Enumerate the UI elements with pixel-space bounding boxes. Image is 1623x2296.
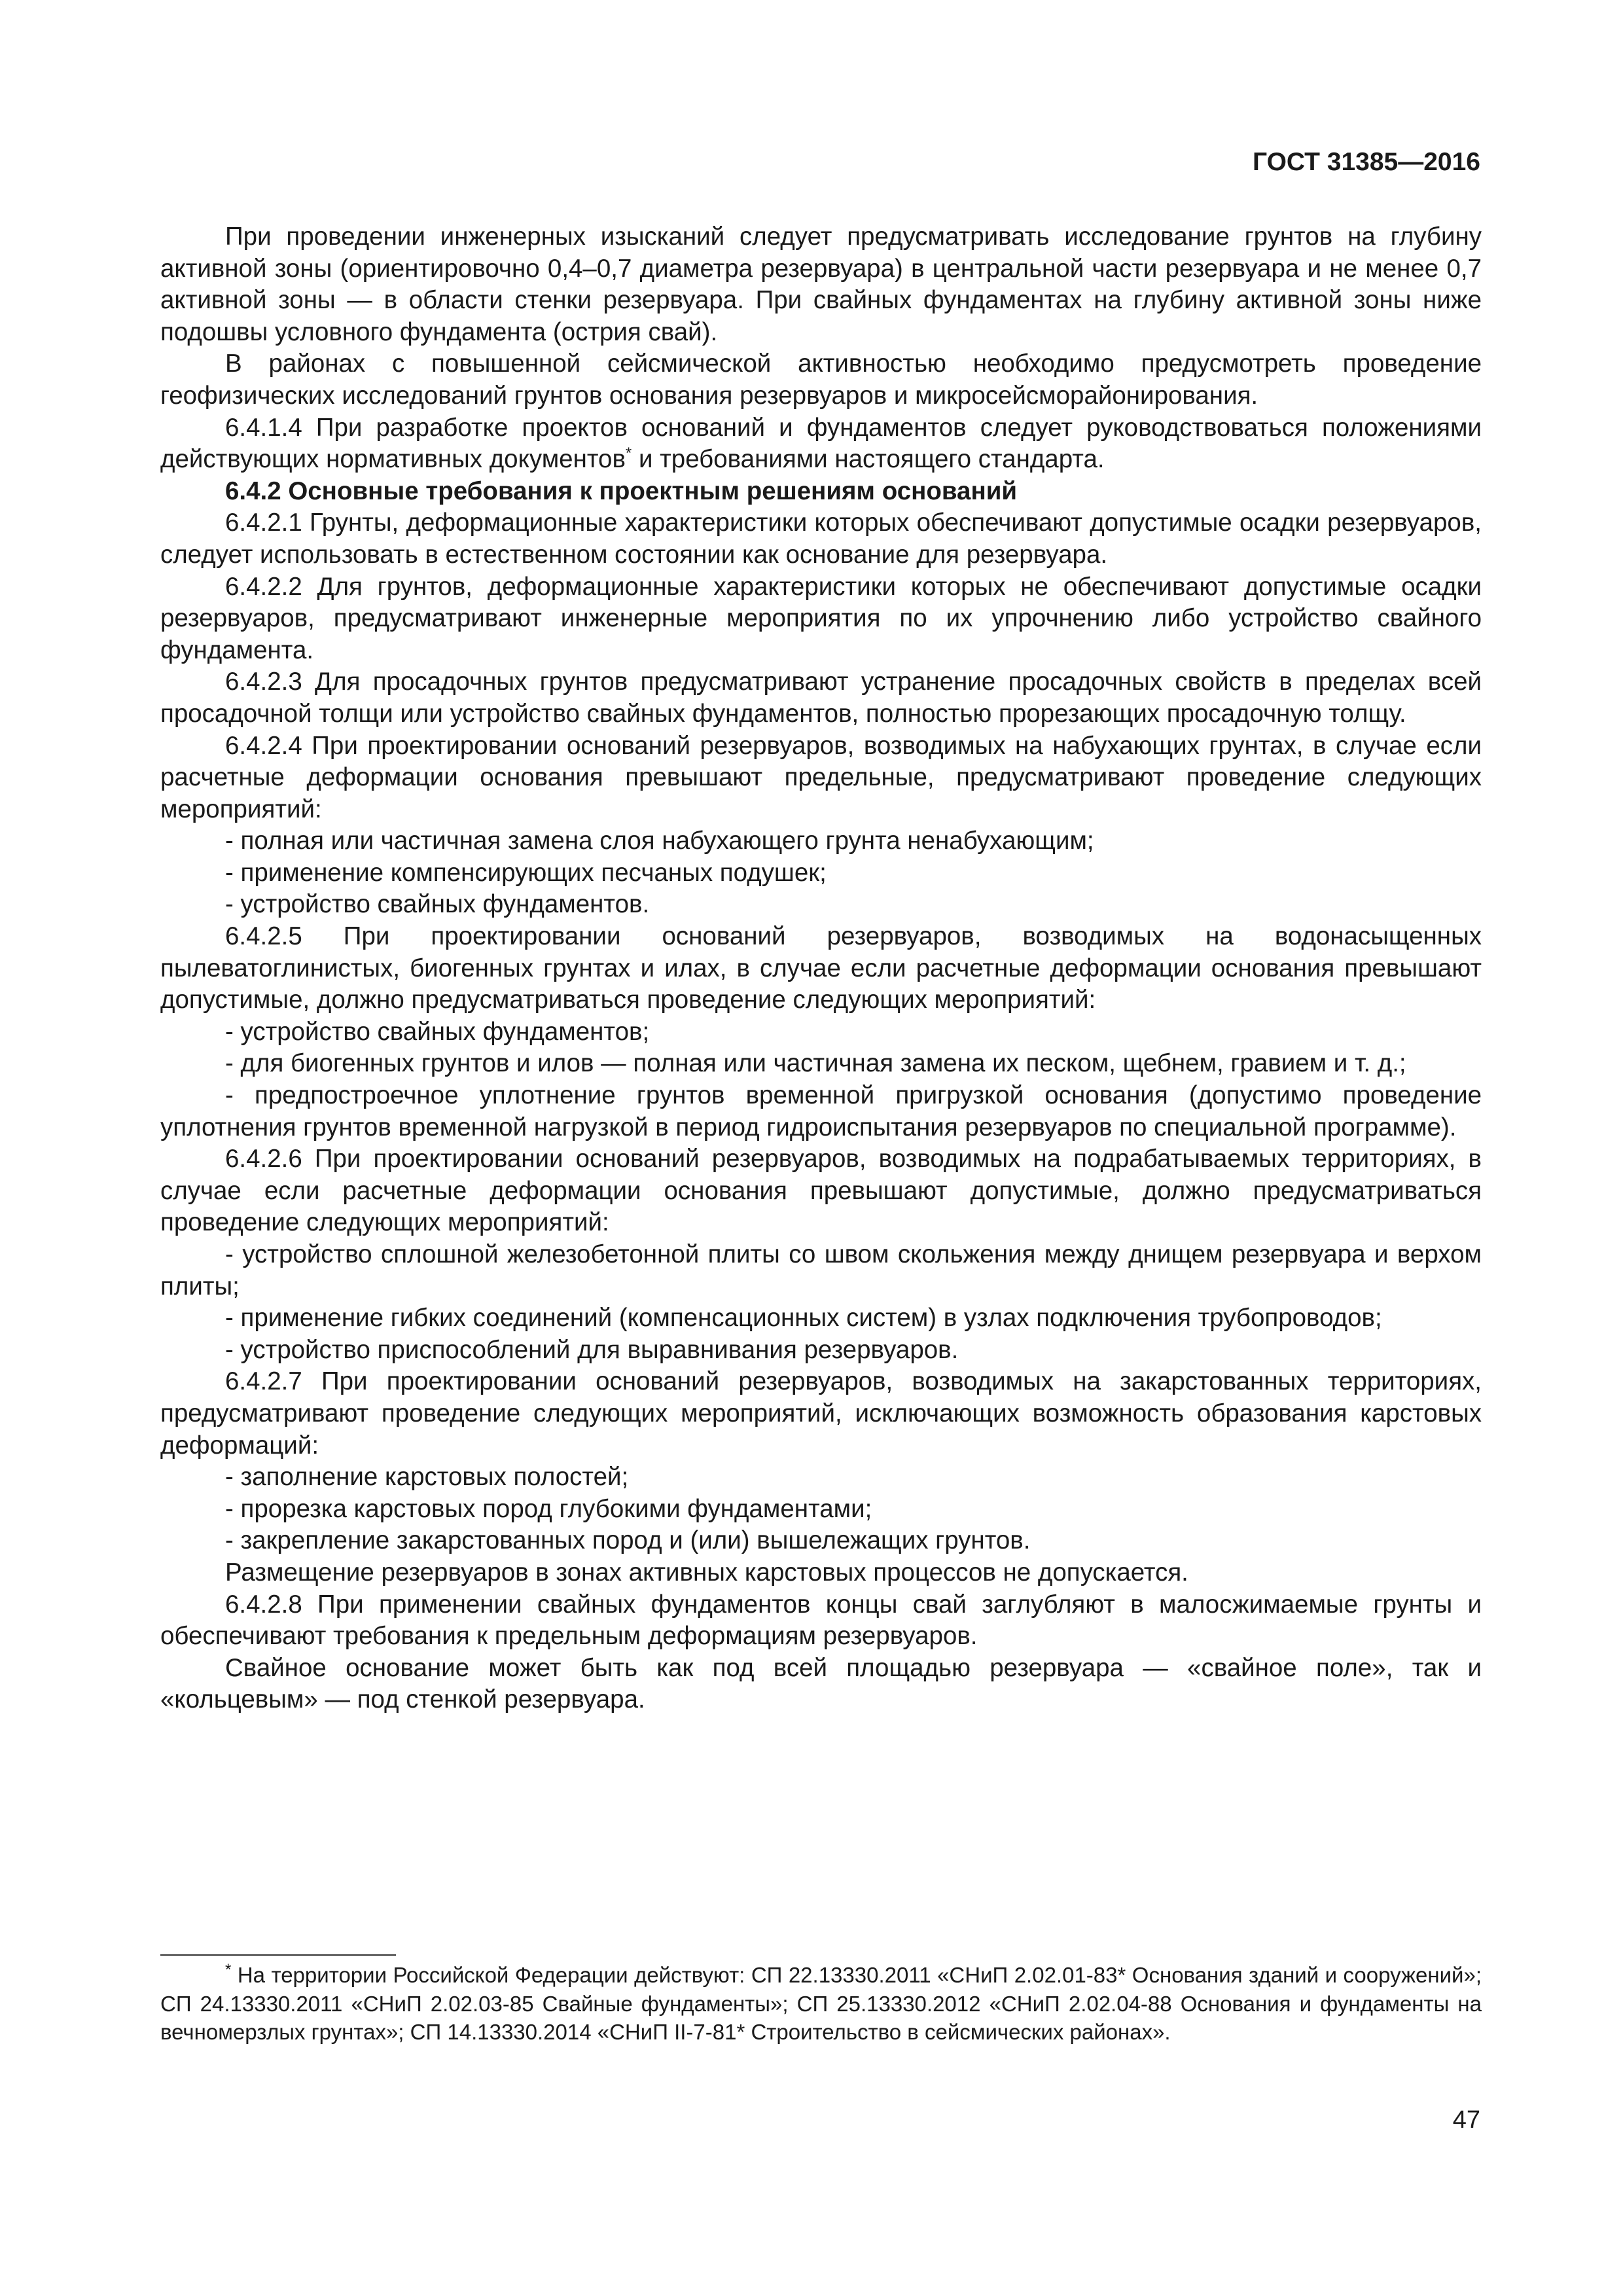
- list-item: - прорезка карстовых пород глубокими фундаментами;: [225, 1494, 872, 1523]
- list-item: - применение гибких соединений (компенсационных систем) в узлах подключения трубопроводов;: [225, 1304, 1382, 1333]
- paragraph: При проведении инженерных изысканий следует предусматривать исследование грунтов на глубину активной зоны (ориентировочно 0,4–0,7 диаметра резервуара) в центральной части резервуара и не менее 0,7 активной зоны — в области стенки резервуара. При свайных фундаментах на глубину активной зоны ниже подошвы условного фундамента (острия свай).: [160, 223, 1482, 346]
- list-item: - предпостроечное уплотнение грунтов временной пригрузкой основания (допустимо проведение уплотнения грунтов временной нагрузкой в период гидроиспытания резервуаров по специальной программе).: [160, 1081, 1482, 1141]
- paragraph: 6.4.2.8 При применении свайных фундаментов концы свай заглубляют в малосжимаемые грунты и обеспечивают требования к предельным деформациям резервуаров.: [160, 1590, 1482, 1651]
- paragraph: 6.4.2.3 Для просадочных грунтов предусматривают устранение просадочных свойств в пределах всей просадочной толщи или устройство свайных фундаментов, полностью прорезающих просадочную толщу.: [160, 668, 1482, 728]
- paragraph-text: и требованиями настоящего стандарта.: [638, 445, 1105, 474]
- list-item: - устройство свайных фундаментов.: [225, 890, 650, 919]
- paragraph-with-footnote-ref: [160, 412, 1482, 476]
- body-text: [160, 221, 1482, 1716]
- footnote-text: [160, 1961, 1482, 2047]
- list-item: - устройство приспособлений для выравнивания резервуаров.: [225, 1335, 959, 1364]
- list-item: - заполнение карстовых полостей;: [225, 1463, 629, 1492]
- paragraph: 6.4.2.1 Грунты, деформационные характеристики которых обеспечивают допустимые осадки резервуаров, следует использовать в естественном состоянии как основание для резервуара.: [160, 509, 1482, 569]
- list-item: - устройство сплошной железобетонной плиты со швом скольжения между днищем резервуара и верхом плиты;: [160, 1240, 1482, 1300]
- paragraph: 6.4.2.7 При проектировании оснований резервуаров, возводимых на закарстованных территориях, предусматривают проведение следующих мероприятий, исключающих возможность образования карстовых деформаций:: [160, 1367, 1482, 1460]
- paragraph: 6.4.2.2 Для грунтов, деформационные характеристики которых не обеспечивают допустимые осадки резервуаров, предусматривают инженерные мероприятия по их упрочнению либо устройство свайного фундамента.: [160, 572, 1482, 664]
- paragraph: Размещение резервуаров в зонах активных карстовых процессов не допускается.: [225, 1558, 1188, 1587]
- footnote-reference: *: [625, 444, 632, 463]
- list-item: - полная или частичная замена слоя набухающего грунта ненабухающим;: [225, 827, 1094, 855]
- footnote-marker: *: [225, 1961, 232, 1979]
- paragraph: Свайное основание может быть как под всей площадью резервуара — «свайное поле», так и «кольцевым» — под стенкой резервуара.: [160, 1653, 1482, 1714]
- list-item: - для биогенных грунтов и илов — полная или частичная замена их песком, щебнем, гравием и т. д.;: [225, 1049, 1406, 1078]
- list-item: - применение компенсирующих песчаных подушек;: [225, 858, 827, 887]
- footnote-body: На территории Российской Федерации действуют: СП 22.13330.2011 «СНиП 2.02.01-83* Основания зданий и сооружений»; СП 24.13330.2011 «СНиП 2.02.03-85 Свайные фундаменты»; СП 25.13330.2012 «СНиП 2.02.04-88 Основания и фундаменты на вечномерзлых грунтах»; СП 14.13330.2014 «СНиП II-7-81* Строительство в сейсмических районах».: [160, 1963, 1482, 2044]
- footnote: [160, 1961, 1482, 2047]
- list-item: - устройство свайных фундаментов;: [225, 1017, 650, 1046]
- paragraph: 6.4.2.5 При проектировании оснований резервуаров, возводимых на водонасыщенных пылеватоглинистых, биогенных грунтах и илах, в случае если расчетные деформации основания превышают допустимые, должно предусматриваться проведение следующих мероприятий:: [160, 922, 1482, 1014]
- list-item: - закрепление закарстованных пород и (или) вышележащих грунтов.: [225, 1526, 1031, 1555]
- section-heading: 6.4.2 Основные требования к проектным решениям оснований: [225, 476, 1018, 505]
- paragraph: В районах с повышенной сейсмической активностью необходимо предусмотреть проведение геофизических исследований грунтов основания резервуаров и микросейсморайонирования.: [160, 350, 1482, 410]
- paragraph: 6.4.2.4 При проектировании оснований резервуаров, возводимых на набухающих грунтах, в случае если расчетные деформации основания превышают предельные, предусматривают проведение следующих мероприятий:: [160, 731, 1482, 823]
- document-code: ГОСТ 31385—2016: [1253, 148, 1480, 176]
- footnote-divider: [160, 1954, 396, 1956]
- page-number: 47: [1452, 2106, 1480, 2134]
- paragraph: 6.4.2.6 При проектировании оснований резервуаров, возводимых на подрабатываемых территориях, в случае если расчетные деформации основания превышают допустимые, должно предусматриваться проведение следующих мероприятий:: [160, 1145, 1482, 1237]
- paragraph-text: 6.4.1.4 При разработке проектов оснований и фундаментов следует руководствоваться положениями действующих нормативных документов: [160, 413, 1482, 474]
